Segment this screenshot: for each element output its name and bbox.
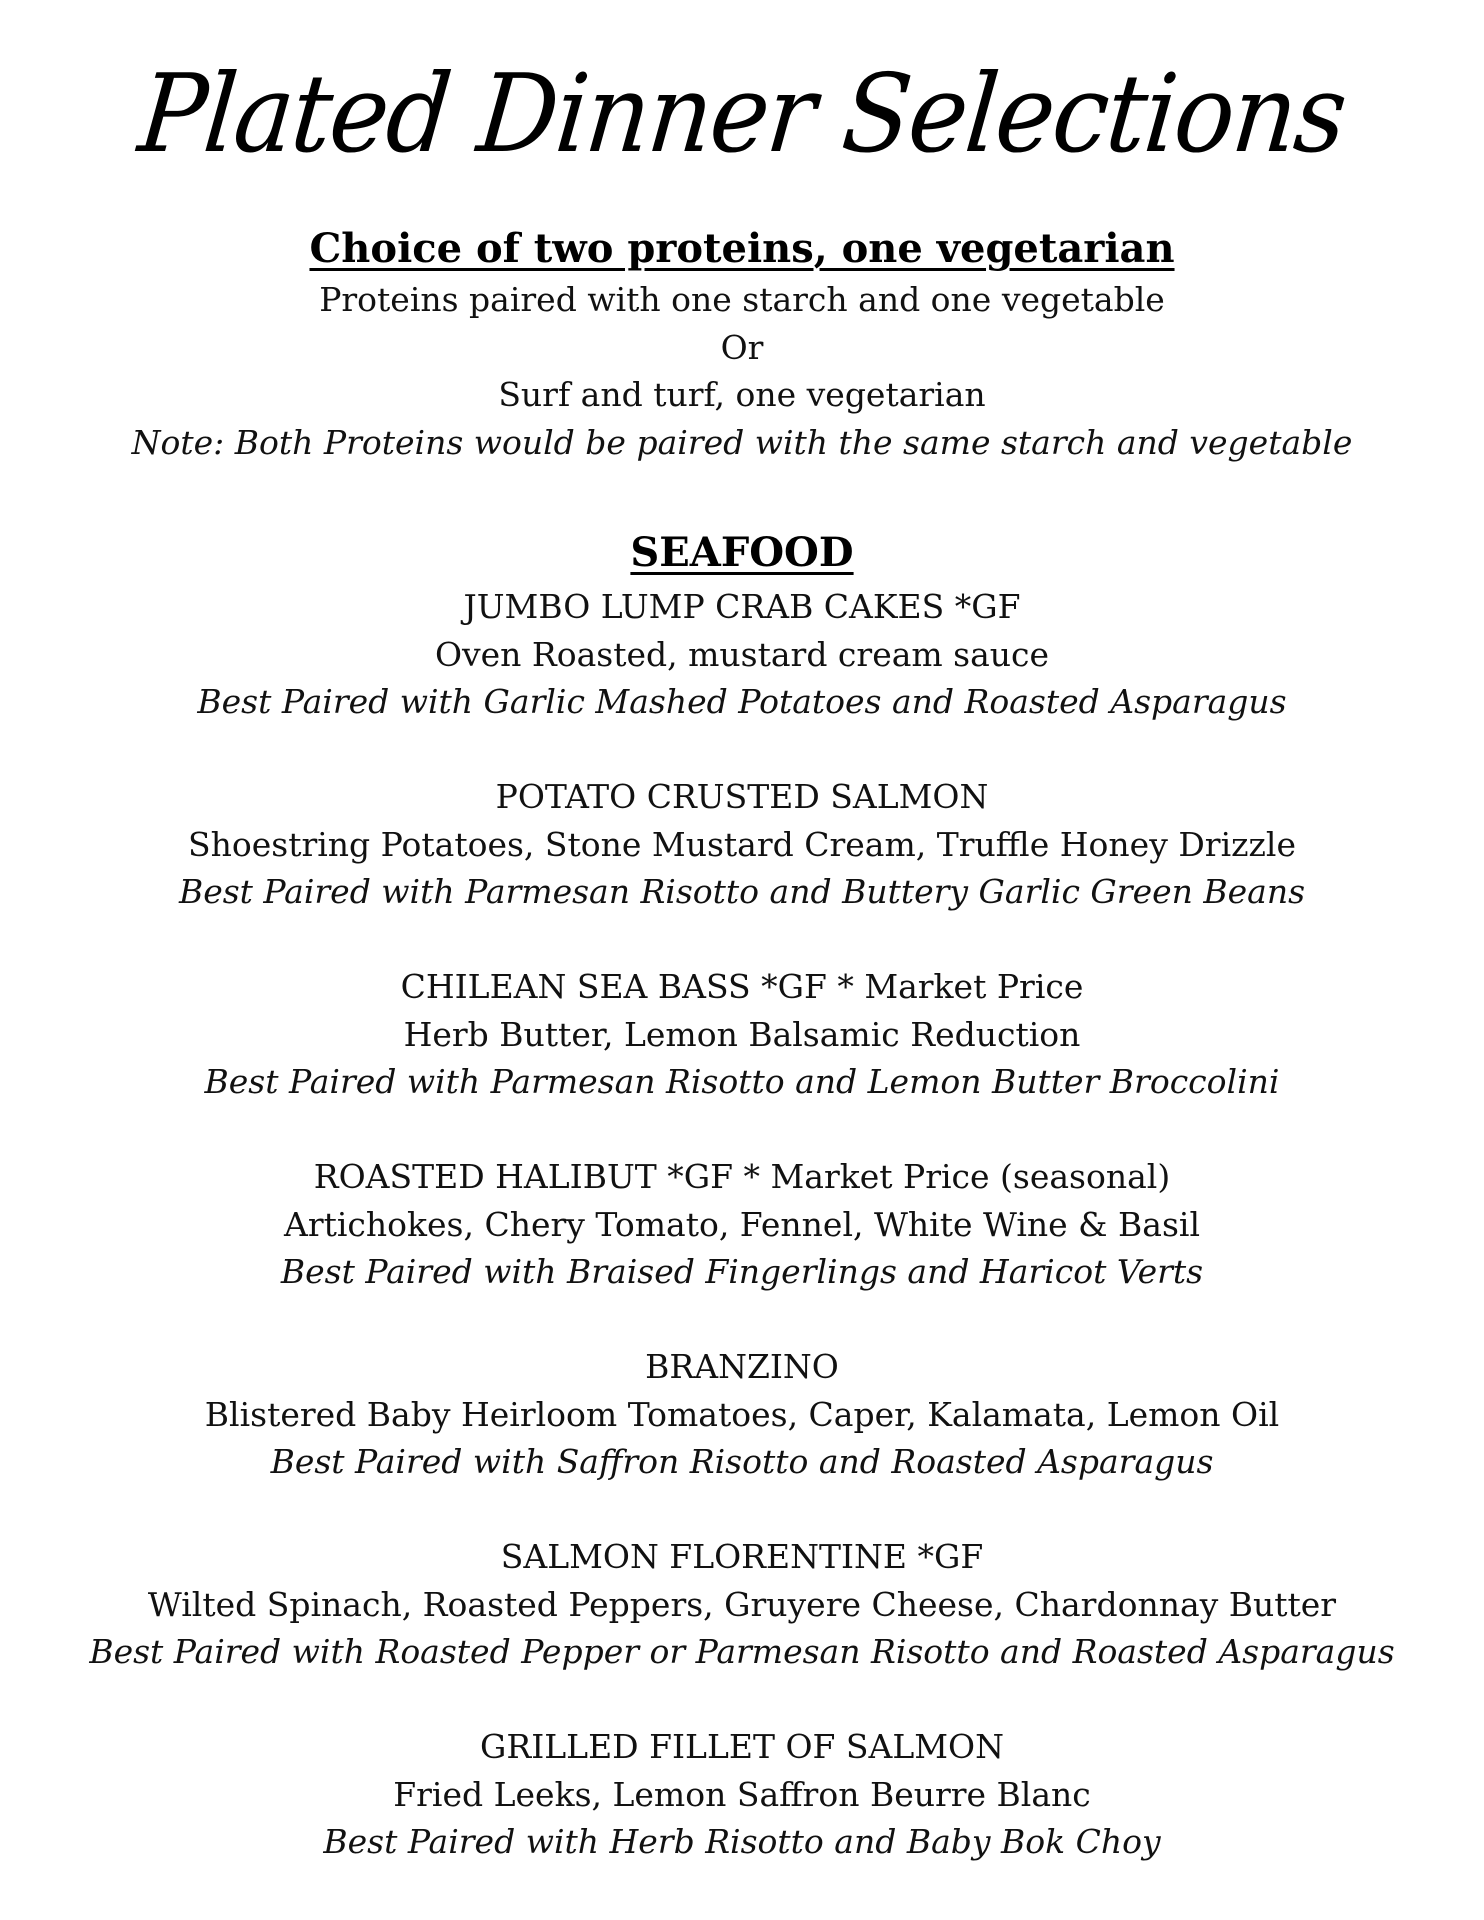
dish-description: Wilted Spinach, Roasted Peppers, Gruyere Cheese, Chardonnay Butter [147, 1584, 1337, 1624]
dish-description: Shoestring Potatoes, Stone Mustard Cream, Truffle Honey Drizzle [188, 824, 1296, 864]
intro-line-2: Or [720, 327, 764, 367]
intro-line-1: Proteins paired with one starch and one vegetable [319, 280, 1165, 319]
dish-name: BRANZINO [645, 1347, 839, 1386]
dish-pairing: Best Paired with Herb Risotto and Baby Bok Choy [323, 1822, 1161, 1861]
dish-description: Blistered Baby Heirloom Tomatoes, Caper, Kalamata, Lemon Oil [204, 1394, 1280, 1434]
dish-description: Artichokes, Chery Tomato, Fennel, White Wine & Basil [284, 1204, 1200, 1244]
dish-name: JUMBO LUMP CRAB CAKES *GF [463, 587, 1021, 626]
dish-pairing: Best Paired with Parmesan Risotto and Buttery Garlic Green Beans [178, 872, 1306, 911]
dish-item [0, 963, 1484, 1153]
dish-pairing: Best Paired with Braised Fingerlings and Haricot Verts [280, 1252, 1204, 1291]
dish-name: GRILLED FILLET OF SALMON [480, 1727, 1004, 1766]
dish-item [0, 1153, 1484, 1343]
page-title: Plated Dinner Selections [133, 52, 1351, 177]
dish-name: CHILEAN SEA BASS *GF * Market Price [400, 967, 1084, 1006]
dish-description: Fried Leeks, Lemon Saffron Beurre Blanc [393, 1774, 1091, 1814]
section-heading [0, 526, 1484, 580]
dish-list [0, 583, 1484, 1913]
dish-item [0, 1723, 1484, 1913]
intro-line-3: Surf and turf, one vegetarian [498, 375, 986, 414]
dish-name: SALMON FLORENTINE *GF [500, 1537, 984, 1576]
dish-pairing: Best Paired with Roasted Pepper or Parmesan Risotto and Roasted Asparagus [89, 1632, 1395, 1671]
dish-pairing: Best Paired with Saffron Risotto and Roasted Asparagus [270, 1442, 1214, 1481]
section-title: SEAFOOD [630, 529, 854, 576]
dish-description: Oven Roasted, mustard cream sauce [434, 634, 1050, 674]
dish-pairing: Best Paired with Parmesan Risotto and Lemon Butter Broccolini [204, 1062, 1280, 1101]
dish-item [0, 583, 1484, 773]
dish-item [0, 1343, 1484, 1533]
dish-description: Herb Butter, Lemon Balsamic Reduction [403, 1014, 1081, 1054]
intro-block [0, 222, 1484, 466]
dish-pairing: Best Paired with Garlic Mashed Potatoes and Roasted Asparagus [197, 682, 1287, 721]
dish-name: POTATO CRUSTED SALMON [495, 777, 989, 816]
intro-note: Note: Both Proteins would be paired with the same starch and vegetable [131, 422, 1353, 462]
dish-item [0, 773, 1484, 963]
dish-item [0, 1533, 1484, 1723]
dish-name: ROASTED HALIBUT *GF * Market Price (seasonal) [313, 1157, 1171, 1196]
intro-heading: Choice of two proteins, one vegetarian [309, 225, 1175, 272]
